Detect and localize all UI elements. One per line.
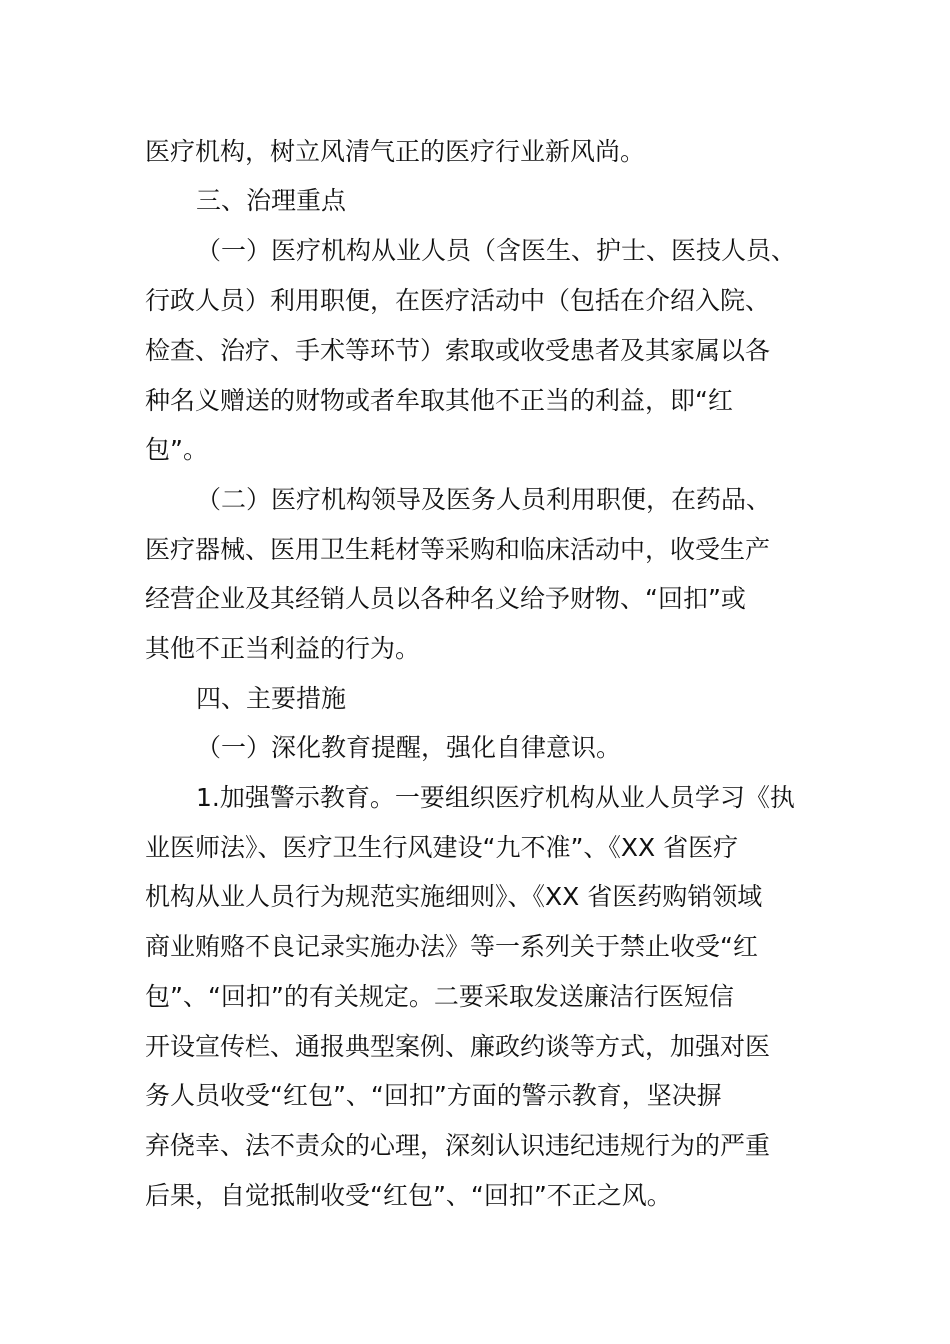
text-line: 检查、治疗、手术等环节）索取或收受患者及其家属以各: [145, 336, 771, 365]
text-line: 医疗器械、医用卫生耗材等采购和临床活动中，收受生产: [145, 535, 771, 564]
text-line: 开设宣传栏、通报典型案例、廉政约谈等方式，加强对医: [145, 1032, 771, 1061]
text-line: 机构从业人员行为规范实施细则》、《XX 省医药购销领域: [145, 882, 763, 911]
text-line: 医疗机构，树立风清气正的医疗行业新风尚。: [145, 137, 646, 166]
section-heading: 四、主要措施: [196, 684, 347, 713]
text-line: 业医师法》、医疗卫生行风建设“九不准”、《XX 省医疗: [145, 833, 739, 862]
text-line: 行政人员）利用职便，在医疗活动中（包括在介绍入院、: [145, 286, 771, 315]
text-line: 商业贿赂不良记录实施办法》等一系列关于禁止收受“红: [145, 932, 758, 961]
text-line: 包”。: [145, 435, 208, 464]
text-line: 务人员收受“红包”、“回扣”方面的警示教育，坚决摒: [145, 1081, 722, 1110]
section-heading: 三、治理重点: [196, 186, 347, 215]
text-line: 后果，自觉抵制收受“红包”、“回扣”不正之风。: [145, 1181, 672, 1210]
text-line: 经营企业及其经销人员以各种名义给予财物、“回扣”或: [145, 584, 746, 613]
text-line: 种名义赠送的财物或者牟取其他不正当的利益，即“红: [145, 386, 733, 415]
text-line: （二）医疗机构领导及医务人员利用职便，在药品、: [196, 485, 772, 514]
subsection-heading: （一）深化教育提醒，强化自律意识。: [196, 733, 622, 762]
text-line: （一）医疗机构从业人员（含医生、护士、医技人员、: [196, 236, 797, 265]
text-line: 弃侥幸、法不责众的心理，深刻认识违纪违规行为的严重: [145, 1131, 771, 1160]
text-line: 其他不正当利益的行为。: [145, 634, 421, 663]
text-line: 1.加强警示教育。一要组织医疗机构从业人员学习《执: [196, 783, 795, 812]
text-line: 包”、“回扣”的有关规定。二要采取发送廉洁行医短信: [145, 982, 734, 1011]
